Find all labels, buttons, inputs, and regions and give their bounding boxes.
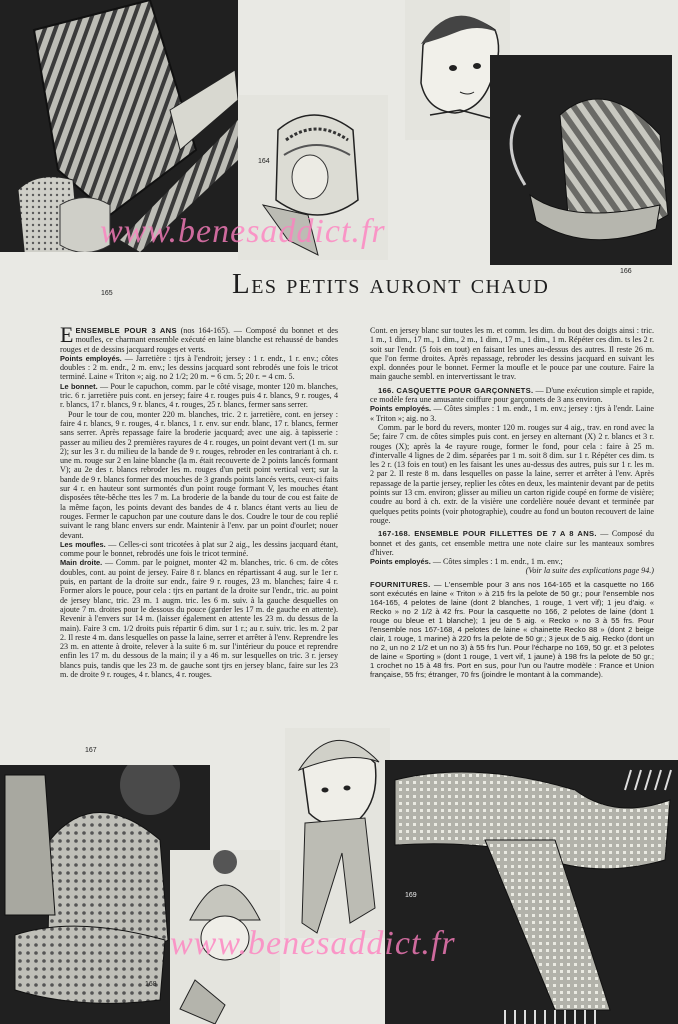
moufles-label: Les moufles. bbox=[60, 539, 106, 549]
scarf-illustration bbox=[385, 760, 678, 1024]
section-heading-fillettes: 167-168. ENSEMBLE POUR FILLETTES DE 7 A 8 ANS. bbox=[378, 529, 597, 539]
points-text-3: — Côtes simples : 1 m. endr., 1 m. env.; bbox=[432, 557, 563, 567]
girl-scarf-drawing bbox=[285, 728, 390, 938]
text-column-left bbox=[60, 326, 338, 714]
main-label: Main droite. bbox=[60, 558, 103, 568]
photo-cap-166 bbox=[490, 55, 672, 265]
moufles-text: — Celles-ci sont tricotées à plat sur 2 aig., les dessins jacquard étant, comme pour le bonnet, rebrodés une fois le tricot terminé. bbox=[60, 539, 338, 559]
points-label-2: Points employés. bbox=[370, 404, 432, 414]
points-text: — Jarretière : tjrs à l'endroit; jersey : 1 r. endr., 1 r. env.; côtes doubles : 2 m. endr., 2 m. env.; les dessins jacquard sont rebrodés une fois le tricot terminé. Laine « Triton »; aig. no 2 1/2; 20 m. = 6 cm. 5; 20 r. = 4 cm. 5. bbox=[60, 353, 338, 382]
fillettes-intro: — Composé du bonnet et des gants, cet ensemble mettra une note claire sur les manteaux sombres d'hiver. bbox=[370, 529, 654, 557]
drop-cap: E bbox=[60, 326, 74, 347]
fournitures-text: — L'ensemble pour 3 ans nos 164-165 et la casquette no 166 sont exécutés en laine « Triton » à 215 frs la pelote de 50 gr.; pour l'ensemble nos 164-165, 4 pelotes de laine (dont 2 blanches, 1 rouge, 1 vert vif); 1 jeu d'aig. « Recko » no 2 1/2 à 42 frs. Pour la casquette no 166, 2 pelotes de laine (dont 1 rouge ou bleue et 1 blanche); 1 jeu de 5 aig. « Recko » no 3 à 55 frs. Pour l'ensemble nos 167-168, 4 pelotes de laine « chainette Recko 88 » (dont 2 beige clair, 1 rouge, 1 marine) à 220 frs la pelote de 50 gr.; 3 jeux de 5 aig. Recko (dont un no 2, un no 2 1/2 et un no 3) à 55 frs l'un. Pour l'écharpe no 169, 50 gr. et 3 pelotes de laine « Sporting » (dont 1 rouge, 1 vert vif, 1 jaune) à 198 frs la pelote de 50 gr.; 1 crochet no 15 à 48 frs. Port en sus, pour l'un ou l'autre modèle : France et Union française, 55 frs; étranger, 70 frs (joindre le montant à la commande). bbox=[370, 579, 654, 679]
figure-number-166: 166 bbox=[620, 268, 632, 275]
figure-number-168: 168 bbox=[145, 981, 157, 988]
bonnet-text: — Pour le capuchon, comm. par le côté visage, monter 120 m. blanches, tric. 6 r. jarretière puis cont. en jersey; faire 4 r. rouges puis 4 r. blancs, 9 r. rouges, 4 r. blancs, 17 r. blancs, 9 r. blancs, 4 r. rouges, 25 r. blancs, fermer sans serrer. bbox=[60, 381, 338, 410]
main-text: — Comm. par le poignet, monter 42 m. blanches, tric. 6 cm. de côtes doubles, cont. au point de jersey. Faire 8 r. blancs en répartissant 4 aug. sur le 1er r. puis, en partant de la droite sur endr., faire 9 r. rouges, 23 m. blanches; faire 4 r. Former alors le pouce, pour cela : tjrs en partant de la droite sur l'endr., tric. au point de jersey blanc, tric. 23 m. 1 augm. tric. les 6 m. suiv. à la gauche desquelles on ajoute 7 m. droites pour le dessous du pouce (garder les 17 m. de gauche en attente). Revenir à l'envers sur 14 m. (laisser également en attente les 23 m. du dessus de la main). Faire 3 cm. 1/2 droits puis répartir 6 dim. sur 1 r.; au r. suiv. tric. les m. 2 par 2. Il reste 4 m. dans lesquelles on passe la laine, serrer et arrêter à l'env. Reprendre les 23 m. en attente à droite, relever à la suite 6 m. sur l'intérieur du pouce et reprendre enfin les 17 m. du dessous de la main; il y a 46 m. sur lesquelles on tric. 3 r. jersey blancs puis, tandis que les 23 m. de gauche sont tjrs en jersey blanc, faire sur les 23 m. de droite 9 r. rouges, 4 r. blancs, 4 r. rouges. bbox=[60, 558, 338, 679]
watermark-bottom: www.benesaddict.fr bbox=[170, 925, 456, 962]
cou-text: Pour le tour de cou, monter 220 m. blanches, tric. 2 r. jarretière, cont. en jersey : faire 4 r. blancs, 9 r. rouges, 4 r. blancs, 1 r. env. sur endr. blanc, 17 r. blancs, fermer sans serrer. Après repassage faire la broderie jacquard; avec une aig. à tapisserie : passer au milieu des 2 premières rayures de 4 r. rouges, un point devant vert (1 m. sur 2); sur les 3 r. du milieu de la bande de 9 r. rouges, rebroder en les contrariant à ch. r. une m. rouge sur 2 en laine blanche (la m. était recouverte de 2 points lancés formant V); au 2e des r. blancs rebroder les m. rouges d'un petit point vertical vert; sur la bande de 9 r. blancs former des mouches de 3 grands points lancés verts, ceux-ci faits sur 4 r. en hauteur sont surmontés d'un point rouge formant V, les mouches étant disposées tête-bêche ttes les 7 m. La broderie de la bande du tour de cou est faite de la même façon, les points devant des bandes de 4 r. blancs étant verts au lieu de rouges. Fermer le capuchon par une couture dans le dos. Coudre le tour de cou replié suivant le rang blanc envers sur endr. Maintenir à l'env. par un point d'ourlet; nouer devant. bbox=[60, 409, 338, 540]
figure-number-164: 164 bbox=[258, 158, 270, 165]
cont-text: Cont. en jersey blanc sur toutes les m. et comm. les dim. du bout des doigts ainsi : tric. 1 m., 1 dim., 17 m., 1 dim., 2 m., 1 dim., 17 m., 1 dim., 1 m. Répéter ces dim. ts les 2 r. soit sur l'endr. (5 fois en tout) en faisant les unes au-dessus des autres. Il reste 26 m. que l'on ferme droites. Après repassage, rebroder les dessins jacquard en suivant les expl. données pour le bonnet. Fermer la moufle et le pouce par une couture. Faire la main gauche sembl. en intervertissant le trav. bbox=[370, 326, 654, 382]
bonnet-label: Le bonnet. bbox=[60, 381, 98, 391]
section-heading-casquette: 166. CASQUETTE POUR GARÇONNETS. bbox=[378, 385, 534, 395]
points-label-3: Points employés. bbox=[370, 557, 431, 567]
fournitures-heading: FOURNITURES. bbox=[370, 579, 431, 589]
points-label: Points employés. bbox=[60, 353, 122, 363]
page-title: Les petits auront chaud bbox=[232, 268, 550, 300]
figure-number-165: 165 bbox=[101, 290, 113, 297]
illustration-girl-scarf bbox=[285, 728, 390, 938]
casquette-text: Comm. par le bord du revers, monter 120 m. rouges sur 4 aig., trav. en rond avec la 5e; faire 7 cm. de côtes simples puis cont. en jersey en alternant (X) 2 r. blancs et 3 r. rouges (X); après la 4e rayure rouge, former le fond, pour cela : faire à 25 m. d'intervalle 4 lignes de 2 dim. séparées par 1 m. soit 8 dim. sur 1 r. Répéter ces dim. ts les 2 r. (13 fois en tout) en les faisant les unes au-dessus des autres, puis sur 1 r. les m. 2 par 2. Il reste 8 m. dans lesquelles on passe la laine, serrer et arrêter à l'env. Après repassage de la partie jersey, replier les côtes en deux, les maintenir devant par de petits points sur 13 cm. environ; glisser au milieu un carton rigide coupé en forme de visière; coudre au bord à ch. extr. de la visière une cordelière nouée devant et terminée par quelques petits points (voir photographie), coudre au fond un bouton recouvert de laine rouge. bbox=[370, 422, 654, 525]
points-text-2: — Côtes simples : 1 m. endr., 1 m. env.; jersey : tjrs à l'endr. Laine « Triton »; aig. no 3. bbox=[370, 404, 654, 423]
text-column-right bbox=[370, 326, 654, 722]
section-intro: (nos 164-165). — Composé du bonnet et des moufles, ce charmant ensemble exécuté en laine blanche est rehaussé de bandes rouges et de dessins jacquard rouges et verts. bbox=[60, 326, 338, 354]
watermark-top: www.benesaddict.fr bbox=[100, 213, 386, 250]
casquette-intro: — D'une exécution simple et rapide, ce modèle fera une amusante coiffure pour garçonnets de 3 ans environ. bbox=[370, 385, 654, 405]
figure-number-167: 167 bbox=[85, 747, 97, 754]
section-heading-ensemble-3-ans: ENSEMBLE POUR 3 ANS bbox=[75, 326, 177, 335]
continued-note: (Voir la suite des explications page 94.) bbox=[525, 566, 654, 576]
photo-scarf-169 bbox=[385, 760, 678, 1024]
cap-illustration bbox=[490, 55, 672, 265]
figure-number-169: 169 bbox=[405, 892, 417, 899]
